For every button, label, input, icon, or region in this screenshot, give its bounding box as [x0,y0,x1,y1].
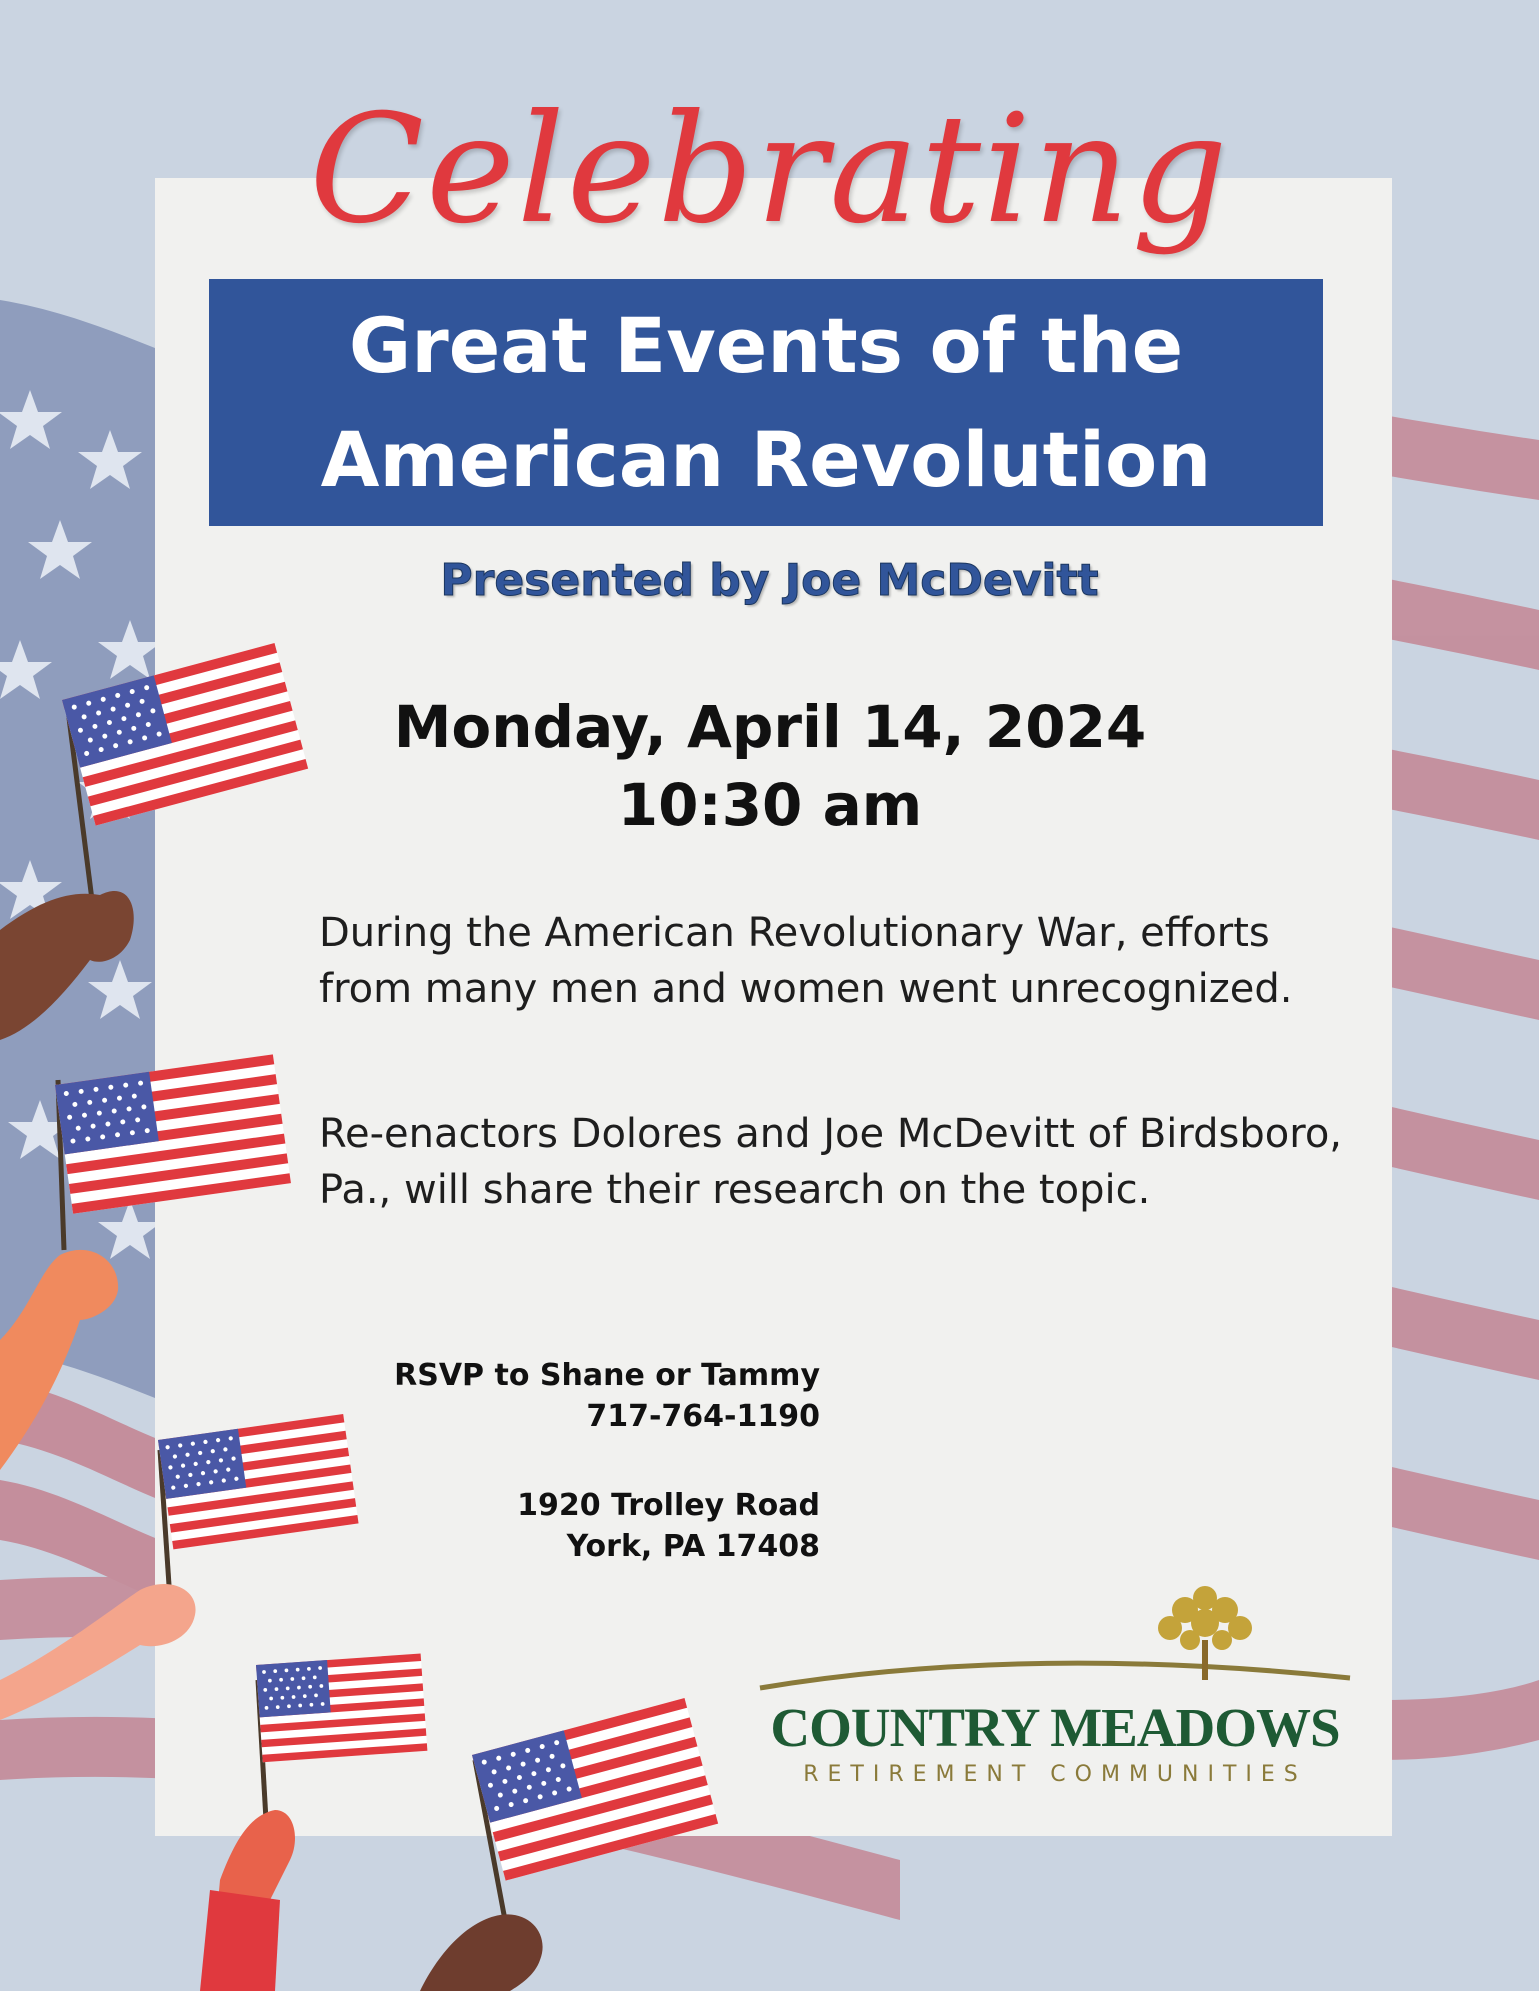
logo-name: COUNTRY MEADOWS [770,1697,1340,1758]
rsvp-line: RSVP to Shane or Tammy [394,1358,820,1393]
script-heading: Celebrating [309,83,1230,257]
event-datetime [300,688,1240,845]
description-paragraph-2: Re-enactors Dolores and Joe McDevitt of Birdsboro, Pa., will share their research on the topic. [319,1111,1343,1213]
logo-tagline: RETIREMENT COMMUNITIES [803,1762,1307,1787]
event-date: Monday, April 14, 2024 [393,693,1147,761]
presenter-line: Presented by Joe McDevitt [440,555,1099,606]
title-banner [209,279,1323,526]
title-line-1: Great Events of the [348,300,1184,390]
phone-number: 717-764-1190 [586,1399,820,1435]
country-meadows-logo [740,1578,1370,1788]
event-time: 10:30 am [617,771,923,840]
address-block [330,1485,820,1568]
title-line-2: American Revolution [320,414,1212,504]
description-paragraph-1: During the American Revolutionary War, efforts from many men and women went unrecognized. [319,910,1293,1012]
tree-icon [740,1578,1370,1698]
city-state-zip: York, PA 17408 [566,1529,820,1565]
rsvp-block [330,1355,820,1438]
street-address: 1920 Trolley Road [517,1488,820,1523]
